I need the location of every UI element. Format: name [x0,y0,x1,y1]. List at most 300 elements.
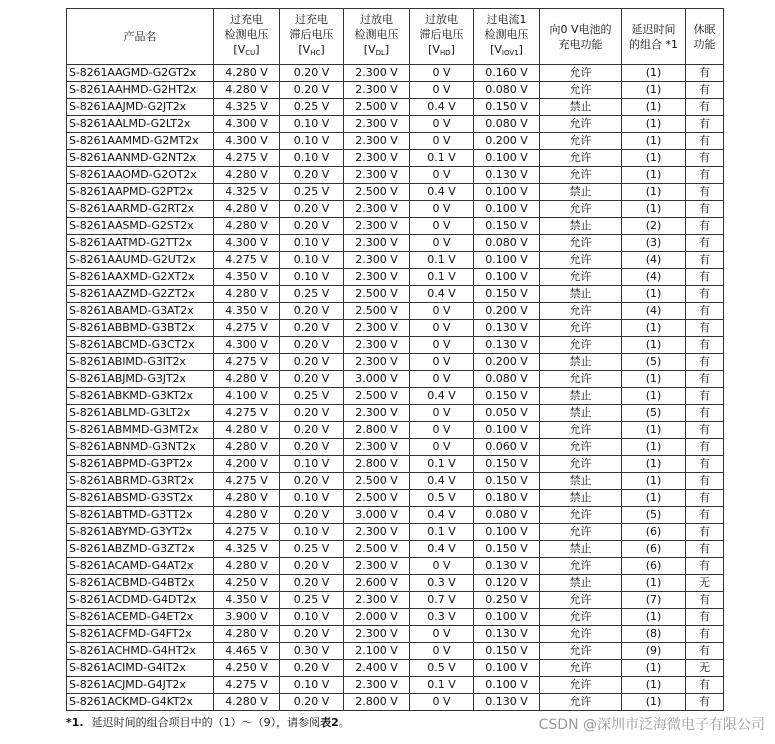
cell-overcurrent1-detect: 0.100 V [474,609,540,626]
cell-overdischarge-hyst: 0 V [410,167,474,184]
cell-overcharge-hyst: 0.10 V [280,456,344,473]
cell-overdischarge-detect: 2.800 V [344,456,410,473]
cell-overcharge-detect: 4.275 V [214,405,280,422]
cell-overcharge-hyst: 0.25 V [280,592,344,609]
cell-overdischarge-detect: 2.300 V [344,201,410,218]
table-row [67,303,724,320]
cell-overcharge-hyst: 0.25 V [280,541,344,558]
cell-overcurrent1-detect: 0.150 V [474,456,540,473]
cell-delay-combo: (6) [622,541,686,558]
table-row [67,133,724,150]
column-header-overcurrent1-detect [474,9,540,65]
cell-overcharge-detect: 4.275 V [214,320,280,337]
cell-overdischarge-detect: 2.400 V [344,660,410,677]
cell-overcurrent1-detect: 0.100 V [474,660,540,677]
cell-zero-v-charge: 允许 [540,626,622,643]
cell-product-name: S-8261AASMD-G2ST2x [67,218,214,235]
cell-overcharge-detect: 4.100 V [214,388,280,405]
cell-delay-combo: (1) [622,490,686,507]
cell-overdischarge-hyst: 0 V [410,82,474,99]
cell-overcurrent1-detect: 0.080 V [474,235,540,252]
cell-delay-combo: (9) [622,643,686,660]
cell-delay-combo: (1) [622,677,686,694]
footnote-end: 。 [338,716,350,729]
header-symbol-subscript: HC [310,49,321,57]
cell-sleep: 有 [686,354,724,371]
table-row [67,626,724,643]
cell-zero-v-charge: 允许 [540,201,622,218]
cell-overcharge-detect: 4.280 V [214,626,280,643]
cell-product-name: S-8261ABNMD-G3NT2x [67,439,214,456]
cell-sleep: 有 [686,269,724,286]
cell-overcharge-hyst: 0.20 V [280,303,344,320]
cell-overcharge-hyst: 0.25 V [280,388,344,405]
cell-product-name: S-8261AARMD-G2RT2x [67,201,214,218]
cell-zero-v-charge: 允许 [540,507,622,524]
header-line: 滞后电压 [289,28,334,41]
cell-overcurrent1-detect: 0.200 V [474,303,540,320]
cell-zero-v-charge: 禁止 [540,388,622,405]
cell-overdischarge-hyst: 0.1 V [410,269,474,286]
cell-sleep: 有 [686,65,724,82]
table-row [67,490,724,507]
cell-overcharge-hyst: 0.20 V [280,371,344,388]
cell-delay-combo: (4) [622,303,686,320]
cell-overcurrent1-detect: 0.150 V [474,286,540,303]
cell-sleep: 无 [686,660,724,677]
cell-overdischarge-detect: 2.300 V [344,626,410,643]
cell-zero-v-charge: 允许 [540,371,622,388]
header-symbol: $[V_{HD}]$ [428,43,455,57]
table-row [67,99,724,116]
cell-product-name: S-8261ABZMD-G3ZT2x [67,541,214,558]
cell-overdischarge-detect: 2.300 V [344,592,410,609]
cell-delay-combo: (1) [622,371,686,388]
cell-product-name: S-8261ABKMD-G3KT2x [67,388,214,405]
header-line: 的组合 *1 [629,37,678,51]
cell-overdischarge-detect: 2.500 V [344,303,410,320]
header-symbol-subscript: DL [375,49,385,57]
header-line: 检测电压 [484,28,529,41]
table-row [67,439,724,456]
cell-sleep: 有 [686,303,724,320]
cell-sleep: 有 [686,99,724,116]
table-row [67,694,724,711]
header-symbol: $[V_{IOV1}]$ [490,43,523,57]
cell-overcharge-hyst: 0.20 V [280,660,344,677]
cell-overcharge-hyst: 0.10 V [280,524,344,541]
cell-overdischarge-detect: 2.300 V [344,439,410,456]
cell-overcharge-hyst: 0.10 V [280,150,344,167]
cell-sleep: 有 [686,252,724,269]
cell-zero-v-charge: 允许 [540,167,622,184]
cell-overcharge-hyst: 0.20 V [280,167,344,184]
cell-delay-combo: (5) [622,405,686,422]
header-line: 过充电 [295,13,328,26]
table-row [67,456,724,473]
cell-overcharge-detect: 4.280 V [214,167,280,184]
cell-overcurrent1-detect: 0.150 V [474,218,540,235]
column-header-overcharge-hyst [280,9,344,65]
cell-overcharge-detect: 4.280 V [214,439,280,456]
cell-overdischarge-detect: 2.300 V [344,82,410,99]
table-row [67,541,724,558]
cell-overcharge-detect: 4.280 V [214,371,280,388]
cell-overcharge-hyst: 0.20 V [280,422,344,439]
cell-product-name: S-8261AAPMD-G2PT2x [67,184,214,201]
cell-zero-v-charge: 允许 [540,456,622,473]
cell-delay-combo: (1) [622,609,686,626]
cell-zero-v-charge: 允许 [540,422,622,439]
cell-overcharge-hyst: 0.10 V [280,269,344,286]
cell-sleep: 有 [686,235,724,252]
cell-overdischarge-hyst: 0.5 V [410,660,474,677]
cell-overdischarge-detect: 2.300 V [344,337,410,354]
cell-overcharge-hyst: 0.25 V [280,99,344,116]
cell-delay-combo: (4) [622,252,686,269]
cell-product-name: S-8261ABIMD-G3IT2x [67,354,214,371]
cell-overcharge-detect: 4.280 V [214,201,280,218]
cell-overcharge-detect: 4.280 V [214,694,280,711]
cell-delay-combo: (1) [622,201,686,218]
cell-zero-v-charge: 禁止 [540,286,622,303]
cell-product-name: S-8261ABLMD-G3LT2x [67,405,214,422]
cell-overdischarge-hyst: 0 V [410,643,474,660]
cell-overcurrent1-detect: 0.200 V [474,133,540,150]
cell-delay-combo: (7) [622,592,686,609]
cell-overcharge-hyst: 0.10 V [280,252,344,269]
cell-overdischarge-hyst: 0.7 V [410,592,474,609]
cell-sleep: 有 [686,82,724,99]
cell-delay-combo: (6) [622,524,686,541]
cell-overcurrent1-detect: 0.120 V [474,575,540,592]
cell-overdischarge-detect: 2.800 V [344,694,410,711]
cell-overcurrent1-detect: 0.150 V [474,99,540,116]
table-row [67,643,724,660]
cell-overcharge-hyst: 0.20 V [280,320,344,337]
cell-product-name: S-8261ACEMD-G4ET2x [67,609,214,626]
cell-overdischarge-detect: 2.000 V [344,609,410,626]
cell-delay-combo: (1) [622,439,686,456]
cell-zero-v-charge: 允许 [540,609,622,626]
cell-delay-combo: (3) [622,235,686,252]
header-symbol: $[V_{DL}]$ [363,43,390,57]
cell-overdischarge-hyst: 0 V [410,558,474,575]
table-row [67,592,724,609]
cell-product-name: S-8261ABBMD-G3BT2x [67,320,214,337]
table-row [67,575,724,592]
watermark: CSDN @深圳市泛海微电子有限公司 [538,717,765,733]
cell-overcharge-hyst: 0.20 V [280,473,344,490]
cell-overdischarge-detect: 2.300 V [344,235,410,252]
cell-delay-combo: (1) [622,99,686,116]
table-row [67,116,724,133]
cell-overcharge-detect: 4.300 V [214,235,280,252]
cell-overdischarge-detect: 2.500 V [344,473,410,490]
cell-sleep: 有 [686,643,724,660]
cell-overcurrent1-detect: 0.180 V [474,490,540,507]
table-row [67,65,724,82]
cell-overdischarge-hyst: 0.4 V [410,184,474,201]
table-row [67,218,724,235]
cell-product-name: S-8261ACKMD-G4KT2x [67,694,214,711]
cell-overdischarge-detect: 2.500 V [344,541,410,558]
header-line: 过放电 [360,13,393,26]
cell-sleep: 有 [686,405,724,422]
cell-overdischarge-hyst: 0 V [410,201,474,218]
cell-overcharge-hyst: 0.20 V [280,439,344,456]
cell-overcurrent1-detect: 0.060 V [474,439,540,456]
cell-product-name: S-8261AATMD-G2TT2x [67,235,214,252]
cell-zero-v-charge: 允许 [540,150,622,167]
cell-delay-combo: (1) [622,82,686,99]
table-body [67,65,724,711]
cell-overcharge-detect: 4.250 V [214,575,280,592]
cell-overcharge-detect: 4.250 V [214,660,280,677]
column-header-delay-combo [622,9,686,65]
cell-product-name: S-8261ABRMD-G3RT2x [67,473,214,490]
column-header-overdischarge-hyst [410,9,474,65]
cell-sleep: 有 [686,490,724,507]
header-line: 产品名 [123,30,157,43]
cell-overcharge-hyst: 0.20 V [280,626,344,643]
cell-overdischarge-detect: 2.300 V [344,405,410,422]
header-line: 向0 V电池的 [549,22,612,36]
cell-overcharge-hyst: 0.10 V [280,235,344,252]
cell-overcurrent1-detect: 0.100 V [474,422,540,439]
cell-overdischarge-hyst: 0.1 V [410,524,474,541]
cell-overdischarge-detect: 2.300 V [344,167,410,184]
cell-overdischarge-detect: 2.300 V [344,116,410,133]
cell-zero-v-charge: 允许 [540,65,622,82]
cell-product-name: S-8261AAZMD-G2ZT2x [67,286,214,303]
cell-zero-v-charge: 允许 [540,303,622,320]
table-row [67,184,724,201]
cell-overdischarge-hyst: 0.4 V [410,286,474,303]
cell-overdischarge-hyst: 0.1 V [410,677,474,694]
cell-sleep: 有 [686,473,724,490]
column-header-overcharge-detect [214,9,280,65]
cell-zero-v-charge: 允许 [540,116,622,133]
cell-delay-combo: (1) [622,456,686,473]
cell-delay-combo: (1) [622,320,686,337]
cell-zero-v-charge: 允许 [540,235,622,252]
cell-zero-v-charge: 允许 [540,643,622,660]
cell-overcharge-detect: 4.280 V [214,218,280,235]
cell-overcharge-hyst: 0.20 V [280,507,344,524]
cell-overdischarge-detect: 2.600 V [344,575,410,592]
cell-overcharge-detect: 4.280 V [214,507,280,524]
cell-overcurrent1-detect: 0.130 V [474,320,540,337]
cell-zero-v-charge: 允许 [540,524,622,541]
cell-overcharge-detect: 4.325 V [214,99,280,116]
table-row [67,82,724,99]
cell-overcharge-hyst: 0.20 V [280,558,344,575]
cell-sleep: 有 [686,201,724,218]
cell-product-name: S-8261AAGMD-G2GT2x [67,65,214,82]
cell-overcharge-hyst: 0.30 V [280,643,344,660]
cell-overdischarge-hyst: 0 V [410,422,474,439]
cell-overcurrent1-detect: 0.250 V [474,592,540,609]
cell-overcharge-detect: 4.325 V [214,541,280,558]
cell-sleep: 有 [686,609,724,626]
header-line: 休眠 [693,22,716,36]
cell-overdischarge-hyst: 0.5 V [410,490,474,507]
cell-overcurrent1-detect: 0.100 V [474,677,540,694]
cell-overdischarge-hyst: 0.4 V [410,541,474,558]
cell-delay-combo: (1) [622,575,686,592]
cell-sleep: 有 [686,150,724,167]
cell-overdischarge-hyst: 0 V [410,439,474,456]
cell-overdischarge-hyst: 0 V [410,626,474,643]
cell-product-name: S-8261ABMMD-G3MT2x [67,422,214,439]
cell-overcharge-hyst: 0.10 V [280,490,344,507]
cell-product-name: S-8261ACBMD-G4BT2x [67,575,214,592]
cell-overdischarge-hyst: 0 V [410,133,474,150]
cell-overdischarge-detect: 2.300 V [344,133,410,150]
cell-overcharge-hyst: 0.20 V [280,405,344,422]
cell-product-name: S-8261ACJMD-G4JT2x [67,677,214,694]
cell-overdischarge-hyst: 0 V [410,235,474,252]
cell-overcharge-hyst: 0.10 V [280,133,344,150]
cell-overcurrent1-detect: 0.150 V [474,388,540,405]
header-line: 检测电压 [224,28,269,41]
cell-overdischarge-hyst: 0 V [410,320,474,337]
cell-overdischarge-detect: 2.300 V [344,558,410,575]
cell-sleep: 有 [686,507,724,524]
cell-delay-combo: (1) [622,150,686,167]
table-row [67,235,724,252]
cell-overcharge-hyst: 0.25 V [280,184,344,201]
header-line: 滞后电压 [419,28,464,41]
cell-product-name: S-8261AAMMD-G2MT2x [67,133,214,150]
table-row [67,269,724,286]
cell-sleep: 有 [686,626,724,643]
table-row [67,609,724,626]
cell-overcharge-hyst: 0.20 V [280,218,344,235]
cell-overcurrent1-detect: 0.100 V [474,524,540,541]
cell-overcharge-detect: 4.350 V [214,592,280,609]
cell-product-name: S-8261AAJMD-G2JT2x [67,99,214,116]
table-header-row [67,9,724,65]
cell-zero-v-charge: 允许 [540,439,622,456]
table-row [67,150,724,167]
cell-overcurrent1-detect: 0.150 V [474,643,540,660]
cell-sleep: 有 [686,133,724,150]
cell-overdischarge-hyst: 0 V [410,116,474,133]
cell-sleep: 有 [686,541,724,558]
cell-delay-combo: (5) [622,354,686,371]
cell-overcharge-detect: 4.280 V [214,558,280,575]
cell-overcharge-hyst: 0.20 V [280,575,344,592]
cell-delay-combo: (1) [622,337,686,354]
cell-zero-v-charge: 禁止 [540,490,622,507]
cell-sleep: 有 [686,371,724,388]
table-row [67,405,724,422]
cell-delay-combo: (1) [622,116,686,133]
cell-overdischarge-detect: 2.500 V [344,184,410,201]
cell-zero-v-charge: 允许 [540,82,622,99]
cell-overcharge-detect: 4.280 V [214,65,280,82]
cell-overdischarge-detect: 2.500 V [344,99,410,116]
cell-overcharge-hyst: 0.10 V [280,677,344,694]
table-row [67,371,724,388]
cell-overcharge-detect: 4.275 V [214,252,280,269]
cell-zero-v-charge: 允许 [540,133,622,150]
footnote-table-ref: 表2 [320,716,339,729]
spec-table-container [66,8,724,711]
cell-overcurrent1-detect: 0.160 V [474,65,540,82]
cell-overcharge-hyst: 0.10 V [280,609,344,626]
table-row [67,558,724,575]
header-symbol: $[V_{HC}]$ [298,43,325,57]
cell-zero-v-charge: 禁止 [540,541,622,558]
cell-overdischarge-hyst: 0 V [410,218,474,235]
cell-delay-combo: (1) [622,167,686,184]
cell-overdischarge-hyst: 0.4 V [410,99,474,116]
cell-product-name: S-8261ACHMD-G4HT2x [67,643,214,660]
cell-overcharge-detect: 4.275 V [214,473,280,490]
cell-overcurrent1-detect: 0.050 V [474,405,540,422]
cell-delay-combo: (8) [622,626,686,643]
cell-overcurrent1-detect: 0.130 V [474,626,540,643]
cell-overcurrent1-detect: 0.130 V [474,167,540,184]
cell-delay-combo: (6) [622,558,686,575]
table-row [67,677,724,694]
cell-overcurrent1-detect: 0.100 V [474,252,540,269]
cell-overcurrent1-detect: 0.100 V [474,150,540,167]
cell-overdischarge-detect: 3.000 V [344,507,410,524]
cell-zero-v-charge: 允许 [540,694,622,711]
cell-overcharge-hyst: 0.20 V [280,354,344,371]
cell-overdischarge-detect: 2.500 V [344,388,410,405]
table-row [67,252,724,269]
table-row [67,354,724,371]
cell-sleep: 有 [686,558,724,575]
cell-overdischarge-detect: 2.100 V [344,643,410,660]
cell-overdischarge-hyst: 0.1 V [410,150,474,167]
cell-overdischarge-detect: 2.300 V [344,524,410,541]
cell-overcharge-detect: 4.275 V [214,524,280,541]
cell-sleep: 有 [686,167,724,184]
cell-sleep: 有 [686,592,724,609]
table-row [67,337,724,354]
cell-zero-v-charge: 允许 [540,252,622,269]
cell-overdischarge-detect: 2.300 V [344,65,410,82]
cell-overcharge-detect: 4.300 V [214,337,280,354]
cell-product-name: S-8261AAUMD-G2UT2x [67,252,214,269]
cell-sleep: 无 [686,575,724,592]
cell-overcharge-detect: 4.280 V [214,82,280,99]
cell-overdischarge-hyst: 0 V [410,694,474,711]
header-line: 延迟时间 [631,22,676,36]
cell-overdischarge-detect: 2.300 V [344,218,410,235]
cell-product-name: S-8261ABSMD-G3ST2x [67,490,214,507]
cell-delay-combo: (1) [622,184,686,201]
cell-zero-v-charge: 允许 [540,592,622,609]
cell-product-name: S-8261AAOMD-G2OT2x [67,167,214,184]
table-row [67,422,724,439]
cell-product-name: S-8261ABCMD-G3CT2x [67,337,214,354]
table-row [67,286,724,303]
cell-overdischarge-detect: 2.500 V [344,286,410,303]
cell-overcharge-hyst: 0.10 V [280,116,344,133]
cell-product-name: S-8261AALMD-G2LT2x [67,116,214,133]
cell-sleep: 有 [686,116,724,133]
cell-overdischarge-detect: 2.300 V [344,320,410,337]
cell-zero-v-charge: 允许 [540,660,622,677]
cell-overdischarge-detect: 2.300 V [344,354,410,371]
